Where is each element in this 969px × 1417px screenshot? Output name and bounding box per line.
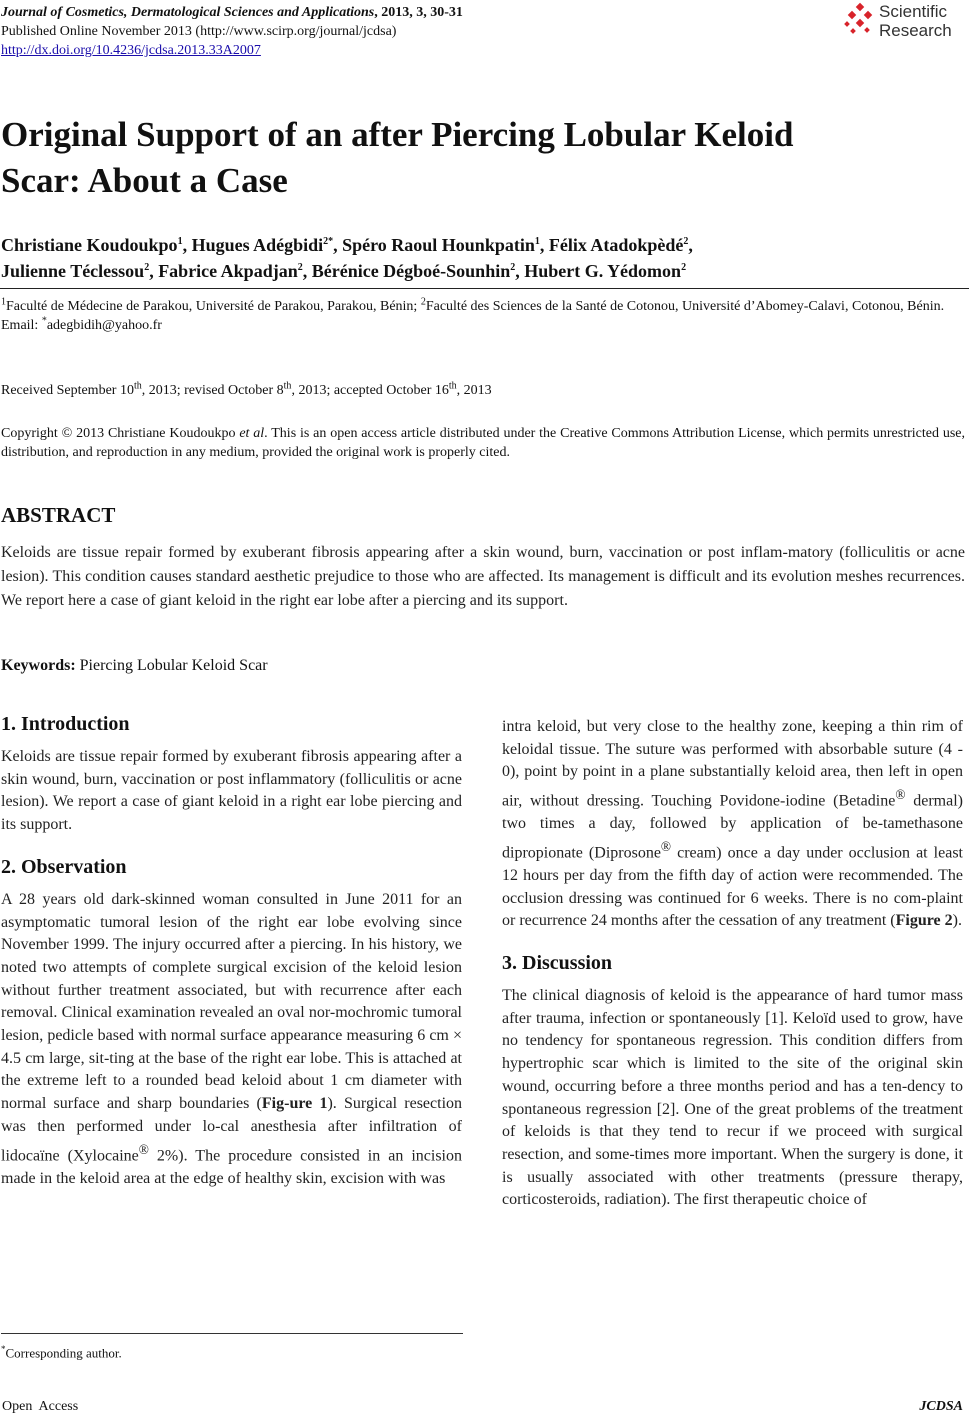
abstract-text: Keloids are tissue repair formed by exuberant fibrosis appearing after a skin wound, burn, vaccination or post inflam-matory (folliculitis or acne lesion). This condition causes standard aesthetic prejudice to those who are affected. Its management is difficult and its evolution meshes recurrences. We report here a case of giant keloid in the right ear lobe after a piercing and its support. [1, 544, 965, 609]
footnote-mark: * [1, 1344, 6, 1354]
author-separator: , [688, 235, 693, 255]
title-line-1: Original Support of an after Piercing Lobular Keloid [1, 115, 794, 154]
left-column [1, 711, 462, 1190]
et-al: et al [239, 426, 265, 441]
registered-mark: ® [660, 838, 672, 854]
affil-mark: 2 [420, 296, 426, 308]
observation-continued [502, 716, 963, 933]
observation-text: A 28 years old dark-skinned woman consulted in June 2011 for an asymptomatic tumoral lesion of the right ear lobe evolving since November 1999. The injury occurred after a piercing. In his history, we noted two attempts of complete surgical excision of the keloid lesion without further treatment associated, but with recurrence after each removal. Clinical examination revealed an oval nor-mochromic tumoral lesion, pedicle based with normal surface appearance measuring 6 cm × 4.5 cm large, sit-ting at the base of the right ear lobe. This is attached at the extreme left to a rounded bead keloid about 1 cm diameter with normal surface and sharp boundaries ( [1, 890, 462, 1113]
author-line-2 [1, 258, 961, 284]
email-address[interactable]: adegbidih@yahoo.fr [46, 318, 162, 333]
author-name: Julienne Téclessou [1, 261, 145, 281]
author-affil-mark: 1 [534, 236, 540, 247]
discussion-paragraph: The clinical diagnosis of keloid is the appearance of hard tumor mass after trauma, infection or spontaneously [1]. Keloïd used to grow, have no tendency for spontaneous regression. This condition differs from hypertrophic scar which is limited to the site of the original skin wound, occurring before a three months period and has a ten-dency to spontaneous regression [2]. One of the great problems of the treatment of keloids is that they tend to recur if we proceed with surgical resection, and some-times more important. When the surgery is done, it is usually associated with other treatments (pressure therapy, corticosteroids, radiation). The first therapeutic choice of [502, 986, 963, 1209]
author-affil-mark: 1 [177, 236, 183, 247]
affil-mark: 1 [1, 296, 6, 308]
footer-open-access: Open Access [2, 1399, 79, 1414]
article-title [1, 112, 941, 204]
footnote-divider [1, 1333, 463, 1334]
ordinal-suffix: th [283, 380, 292, 392]
figure-1-ref[interactable]: Fig-ure 1 [261, 1095, 328, 1113]
author-name: , Spéro Raoul Hounkpatin [333, 235, 535, 255]
affiliation-1: Faculté de Médecine de Parakou, Université de Parakou, Parakou, Bénin; [6, 299, 421, 314]
journal-citation [1, 3, 463, 22]
author-affil-mark: 2 [510, 262, 516, 273]
author-name: , Bérénice Dégboé-Sounhin [302, 261, 511, 281]
observation-text: intra keloid, but very close to the healthy zone, keeping a thin rim of keloidal tissue. The suture was performed with absorbable suture (4 - 0), point by point in a plane substantially keloid area, then left in open air, without dressing. Touching Povidone-iodine (Betadine [502, 718, 963, 810]
affiliations [1, 297, 965, 335]
section-heading-introduction: 1. Introduction [1, 713, 130, 735]
doi-link[interactable]: http://dx.doi.org/10.4236/jcdsa.2013.33A2007 [1, 43, 261, 58]
email-label: Email: [1, 318, 42, 333]
logo-text [879, 2, 952, 40]
scirp-logo-icon [843, 2, 877, 42]
header-divider [0, 288, 969, 289]
published-online: Published Online November 2013 (http://www.scirp.org/journal/jcdsa) [1, 24, 397, 39]
received-date: Received September 10 [1, 383, 134, 398]
footnote-text: Corresponding author. [5, 1345, 122, 1361]
abstract-heading: ABSTRACT [1, 503, 116, 527]
ordinal-suffix: th [448, 380, 457, 392]
journal-volume: , 2013, 3, 30-31 [374, 5, 463, 20]
copyright-notice [1, 424, 965, 462]
logo-line-2: Research [879, 21, 952, 40]
author-affil-mark: 2* [323, 236, 334, 247]
email-mark: * [41, 315, 47, 327]
observation-text: ). [952, 912, 962, 930]
article-dates [1, 381, 492, 400]
right-column [502, 716, 963, 1212]
keywords-value: Piercing Lobular Keloid Scar [75, 657, 268, 674]
affiliation-2: Faculté des Sciences de la Santé de Cotonou, Université d’Abomey-Calavi, Cotonou, Bénin. [425, 299, 945, 314]
registered-mark: ® [138, 1141, 149, 1157]
copyright-text: Copyright © 2013 Christiane Koudoukpo [1, 426, 240, 441]
author-name: , Félix Atadokpèdé [539, 235, 684, 255]
observation-paragraph [1, 889, 462, 1190]
keywords [1, 655, 268, 677]
observation-text: cream) once a day under occlusion at least 12 hours per day from the fifth day of action were recommended. The occlusion dressing was continued for 6 weeks. There is no com-plaint or recurrence 24 months after the cessation of any treatment ( [502, 844, 963, 930]
author-name: , Hugues Adégbidi [182, 235, 324, 255]
publisher-logo [843, 2, 963, 44]
registered-mark: ® [895, 787, 906, 803]
figure-2-ref[interactable]: Figure 2 [895, 912, 953, 930]
observation-text: ). Surgical resection was then performed under lo-cal anesthesia after infiltration of lidocaïne (Xylocaine [1, 1095, 463, 1164]
author-name: , Fabrice Akpadjan [149, 261, 298, 281]
section-heading-discussion: 3. Discussion [502, 951, 613, 974]
keywords-label: Keywords: [1, 657, 76, 674]
revised-date: , 2013; revised October 8 [141, 383, 284, 398]
author-affil-mark: 2 [297, 262, 303, 273]
ordinal-suffix: th [133, 380, 142, 392]
author-affil-mark: 2 [144, 262, 150, 273]
date-year: , 2013 [456, 383, 492, 398]
author-affil-mark: 2 [683, 236, 689, 247]
observation-text: 2%). The procedure consisted in an incision made in the keloid area at the edge of healthy skin, excision with was [1, 1146, 463, 1187]
affiliation-text [1, 297, 965, 316]
author-list [1, 232, 961, 284]
logo-line-1: Scientific [879, 2, 948, 21]
accepted-date: , 2013; accepted October 16 [291, 383, 449, 398]
footer-journal-abbr: JCDSA [919, 1399, 963, 1414]
observation-text: dermal) two times a day, followed by application of be-tamethasone dipropionate (Diprosone [502, 792, 963, 862]
footnote [1, 1340, 122, 1362]
author-affil-mark: 2 [681, 262, 687, 273]
journal-name: Journal of Cosmetics, Dermatological Sciences and Applications [1, 5, 375, 20]
email-line [1, 316, 965, 335]
introduction-paragraph: Keloids are tissue repair formed by exuberant fibrosis appearing after a skin wound, burn, vaccination or post inflammatory (folliculitis or acne lesion). We report a case of giant keloid in a right ear lobe piercing and its support. [1, 748, 462, 834]
title-line-2: Scar: About a Case [1, 161, 288, 200]
author-name: Christiane Koudoukpo [1, 235, 178, 255]
author-line-1 [1, 232, 961, 258]
copyright-text: . This is an open access article distributed under the Creative Commons Attribution License, which permits unrestricted use, distribution, and reproduction in any medium, provided the original work is properly cited. [1, 426, 965, 460]
author-name: , Hubert G. Yédomon [515, 261, 682, 281]
section-heading-observation: 2. Observation [1, 855, 127, 878]
